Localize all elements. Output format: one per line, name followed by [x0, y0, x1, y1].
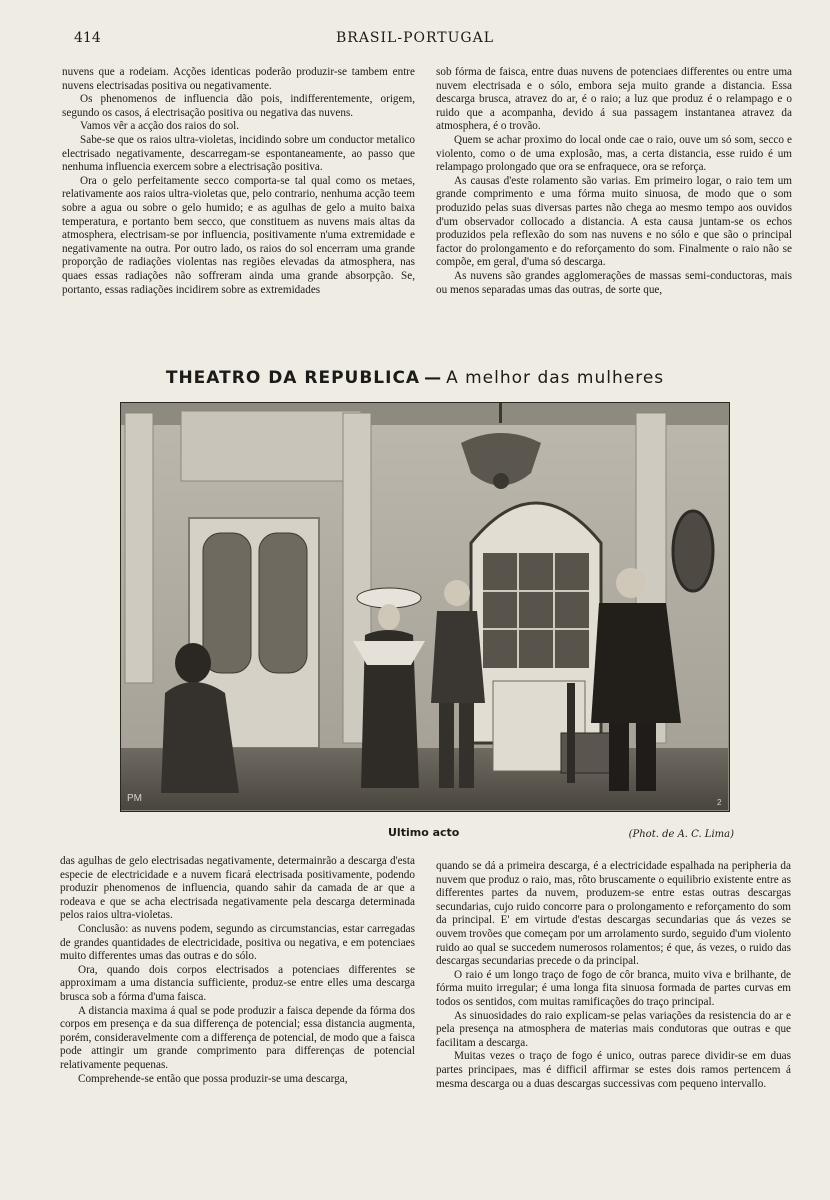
plate-title-main: THEATRO DA REPUBLICA	[165, 368, 421, 388]
paragraph: Muitas vezes o traço de fogo é unico, outras parece dividir-se em duas partes principaes, mas é difficil affirmar se estes dois ramos pertencem á mesma descarga ou a duas descargas successivas com pequeno intervallo.	[436, 1050, 791, 1090]
paragraph: As nuvens são grandes agglomerações de massas semi-conductoras, mais ou menos separadas umas das outras, de sorte que,	[436, 269, 792, 296]
paragraph: Comprehende-se então que possa produzir-se uma descarga,	[78, 1072, 348, 1085]
paragraph: Os phenomenos de influencia dão pois, indifferentemente, origem, segundo os casos, á electrisação positiva ou negativa das nuvens.	[62, 93, 415, 119]
stage-scene-illustration	[121, 403, 728, 810]
photo-caption: Ultimo acto	[388, 826, 460, 839]
photo-number: 2	[717, 798, 722, 807]
paragraph: Vamos vêr a acção dos raios do sol.	[80, 120, 240, 133]
paragraph: Ora o gelo perfeitamente secco comporta-se tal qual como os metaes, relativamente aos raios ultra-violetas que, pelo contrario, nenhuma acção teem sobre a agua ou sobre o gelo humido; e as agulhas de gelo a muito baixa temperatura, e portanto bem secco, que constituem as nuvens mais altas da atmosphera, electrisam-se por influencia, positivamente n'uma extremidade e negativamente na outra. Por outro lado, os raios do sol encerram uma grande proporção de radiações violentas nas regiões elevadas da atmosphera, nas quaes essas radiações não soffreram ainda uma grande absorpção. Se, portanto, essas radiações incidirem sobre as extremidades	[62, 174, 415, 296]
plate-title-dash: —	[424, 368, 443, 388]
photo-credit: (Phot. de A. C. Lima)	[628, 829, 734, 840]
paragraph: As causas d'este rolamento são varias. Em primeiro logar, o raio tem um grande comprimento e uma fórma muito sinuosa, de modo que o som produzido pelas suas diversas partes não chega ao mesmo tempo aos ouvidos d'um observador collocado a distancia. A esta causa juntam-se os echos produzidos pela reflexão do som nas nuvens e no sólo e que são o principal factor do prolongamento e do reforçamento do som. Finalmente o raio não se compõe, em geral, d'uma só descarga.	[436, 174, 792, 269]
column-top-left	[62, 66, 415, 342]
page-header	[62, 30, 768, 52]
paragraph: sob fórma de faisca, entre duas nuvens de potenciaes differentes ou entre uma nuvem electrisada e o sólo, embora seja muito grande a distancia. Essa descarga brusca, atravez do ar, é o raio; a luz que produz é o relampago e o ruido que a acompanha, devido á sua passagem instantanea atravez da atmosphera, é o trovão.	[436, 66, 792, 133]
paragraph: As sinuosidades do raio explicam-se pelas variações da resistencia do ar e pela presença na atmosphera de materias mais condutoras que outras e que facilitam a descarga.	[436, 1009, 791, 1049]
paragraph: nuvens que a rodeiam. Acções identicas poderão produzir-se tambem entre nuvens electrisadas positiva ou negativamente.	[62, 66, 415, 92]
paragraph: O raio é um longo traço de fogo de côr branca, muito viva e brilhante, de fórma muito irregular; é uma longa fita sinuosa formada de partes curvas em todos os sentidos, com muitas ramificações do traço principal.	[436, 968, 791, 1008]
page-number: 414	[74, 30, 101, 46]
paragraph: A distancia maxima á qual se pode produzir a faisca depende da fórma dos corpos em presença e da sua differença de potencial; essa distancia augmenta, porém, consideravelmente com a differença de potencial, de modo que a faisca pode attingir um grande comprimento para differenças de potencial relativamente pequenas.	[60, 1004, 415, 1071]
theatre-photograph	[120, 402, 730, 812]
column-top-right	[436, 66, 792, 342]
paragraph: Ora, quando dois corpos electrisados a potenciaes differentes se approximam a uma distancia sufficiente, produz-se entre elles uma descarga brusca sob a fórma d'uma faisca.	[60, 963, 415, 1003]
column-bottom-right	[436, 860, 791, 1145]
paragraph: Quem se achar proximo do local onde cae o raio, ouve um só som, secco e violento, como o de uma explosão, mas, a certa distancia, esse ruido é um relampago prolongado que ora se enfraquece, ora se reforça.	[436, 133, 792, 174]
photo-mark: PM	[127, 793, 142, 804]
plate-title-sub: A melhor das mulheres	[446, 368, 665, 388]
running-head: BRASIL-PORTUGAL	[335, 30, 494, 46]
column-bottom-left	[60, 855, 415, 1145]
paragraph: das agulhas de gelo electrisadas negativamente, determainrão a descarga d'esta especie de electricidade e a nuvem ficará electrisada positivamente, podendo produzir phenomenos de influencia, quando sahir da camada de ar que a rodeava e que se acha electrisada negativamente pela descarga determinada pelos raios ultra-violetas.	[60, 855, 415, 922]
plate-title	[0, 368, 830, 388]
paragraph: quando se dá a primeira descarga, é a electricidade espalhada na peripheria da nuvem que produz o raio, mas, rôto bruscamente o equilibrio existente entre as differentes partes da nuvem, produzem-se entre estas outras descargas secundarias, cujo ruido concorre para o prolongamento e reforçamento do som da principal. E' em virtude d'estas descargas secundarias que ás vezes se ouvem trovões que começam por um arrolamento surdo, seguido d'um violento ruido ao qual se succedem numerosos rolamentos; é que, ás vezes, o ruido das descargas secundarias precede o da principal.	[436, 860, 791, 968]
paragraph: Sabe-se que os raios ultra-violetas, incidindo sobre um conductor metalico electrisado negativamente, descarregam-se espontaneamente, ao passo que nenhuma influencia exercem sobre a electrisação positiva.	[62, 133, 415, 174]
paragraph: Conclusão: as nuvens podem, segundo as circumstancias, estar carregadas de grandes quantidades de electricidade, positiva ou negativa, e em potenciaes muito differentes umas das outras e do sólo.	[60, 922, 415, 963]
